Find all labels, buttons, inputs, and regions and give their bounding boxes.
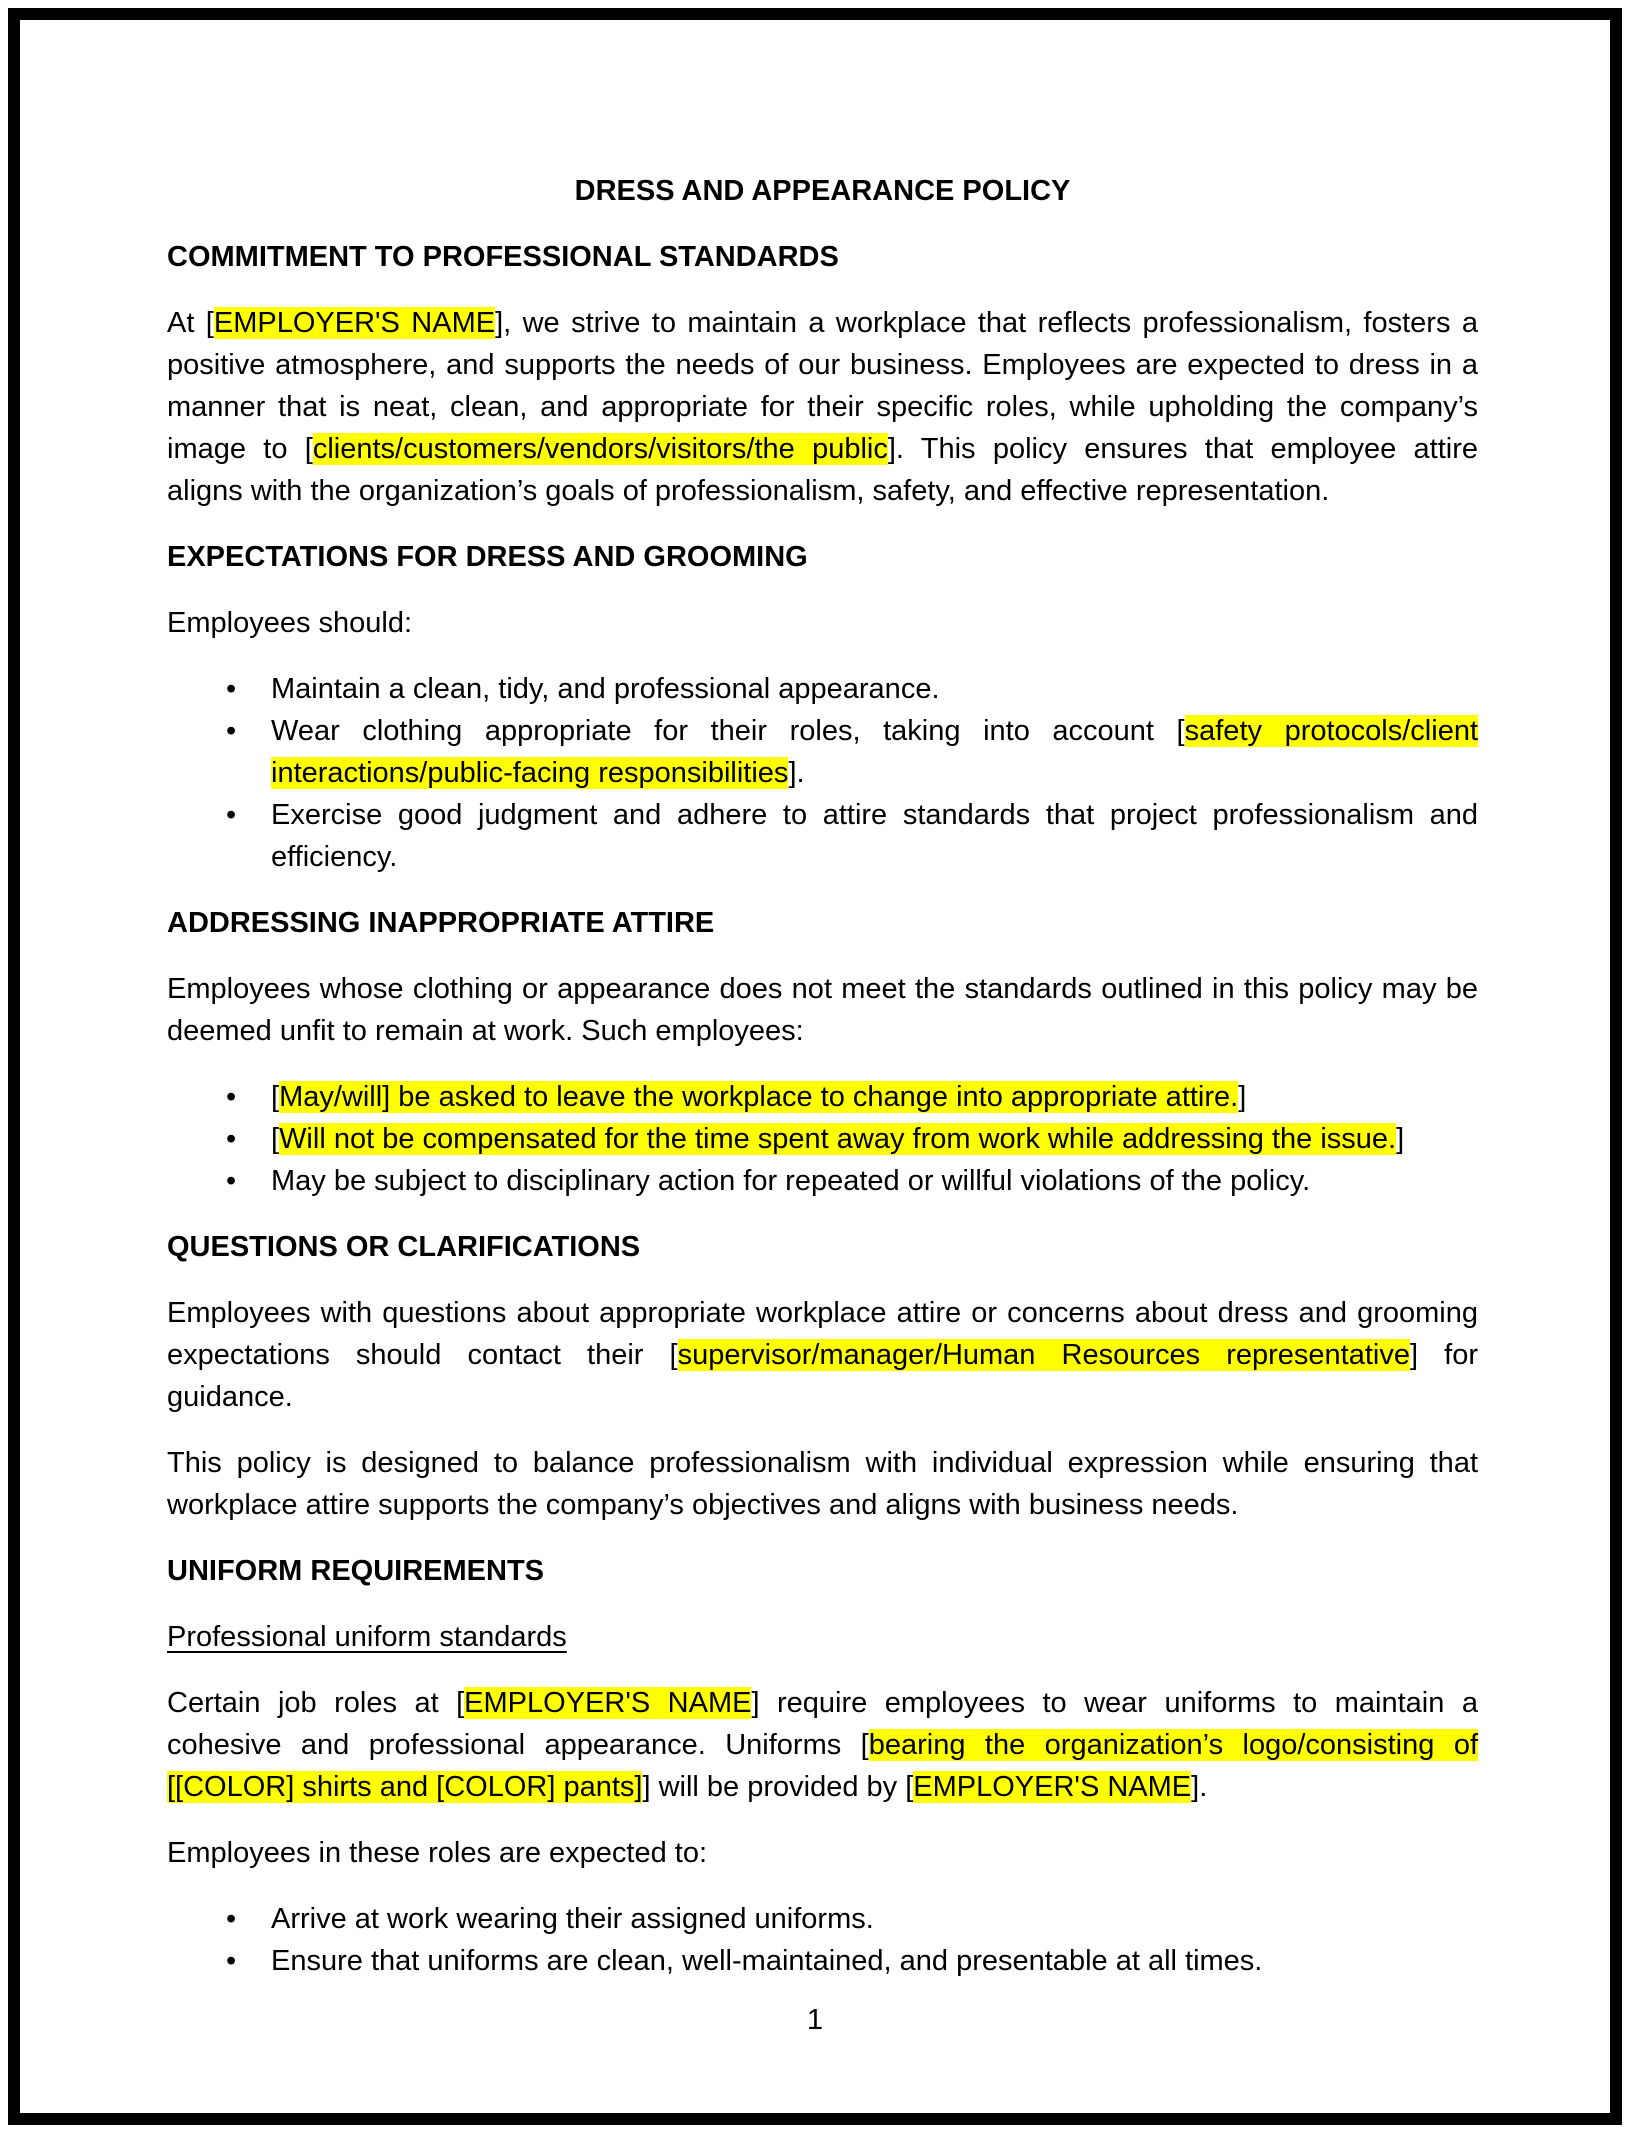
text-run: Ensure that uniforms are clean, well-maintained, and presentable at all times. [271,1945,1263,1977]
text-run: Professional uniform standards [167,1621,567,1653]
text-run: ] [1396,1123,1405,1155]
text-run: [ [271,1123,280,1155]
paragraph [167,302,1478,512]
highlighted-placeholder: EMPLOYER'S NAME [213,307,496,339]
text-run: ] for guidance. [167,1339,1478,1413]
bullet-item [167,710,1478,794]
bullet-item [167,1118,1478,1160]
highlighted-placeholder: bearing the organization’s logo/consisting of [[COLOR] shirts and [COLOR] pants] [167,1729,1478,1803]
bullet-item [167,794,1478,878]
highlighted-placeholder: Will not be compensated for the time spent away from work while addressing the issue. [279,1123,1397,1155]
bullet-item [167,1898,1478,1940]
text-run: Arrive at work wearing their assigned uniforms. [271,1903,874,1935]
paragraph [167,1682,1478,1808]
text-run: ], we strive to maintain a workplace that reflects professionalism, fosters a positive atmosphere, and supports the needs of our business. Employees are expected to dress in a manner that is neat, clean, and appropriate for their specific roles, while upholding the company’s image to [ [167,307,1478,465]
text-run: ADDRESSING INAPPROPRIATE ATTIRE [167,907,715,939]
paragraph [167,1832,1478,1874]
section-heading [167,236,1478,278]
text-run: Employees in these roles are expected to: [167,1837,708,1869]
bullet-list [167,1898,1478,1982]
bullet-item [167,1076,1478,1118]
sub-heading [167,1616,1478,1658]
text-run: Maintain a clean, tidy, and professional appearance. [271,673,940,705]
document-title: DRESS AND APPEARANCE POLICY [574,175,1071,207]
page-number: 1 [806,2004,824,2036]
text-run: ] will be provided by [ [642,1771,914,1803]
bullet-list [167,668,1478,878]
text-run: Employees with questions about appropriate workplace attire or concerns about dress and grooming expectations should contact their [ [167,1297,1478,1371]
section-heading [167,536,1478,578]
text-run: Wear clothing appropriate for their roles, taking into account [ [271,715,1185,747]
highlighted-placeholder: clients/customers/vendors/visitors/the public [312,433,888,465]
document-content [167,170,1478,2006]
bullet-item [167,1160,1478,1202]
text-run: ] require employees to wear uniforms to maintain a cohesive and professional appearance. Uniforms [ [167,1687,1478,1761]
text-run: May be subject to disciplinary action for repeated or willful violations of the policy. [271,1165,1311,1197]
section-heading [167,1226,1478,1268]
highlighted-placeholder: supervisor/manager/Human Resources representative [677,1339,1410,1371]
bullet-item [167,1940,1478,1982]
text-run: Employees should: [167,607,413,639]
text-run: ]. [788,757,805,789]
section-heading [167,1550,1478,1592]
bullet-item [167,668,1478,710]
text-run: Exercise good judgment and adhere to attire standards that project professionalism and efficiency. [271,799,1478,873]
text-run: Certain job roles at [ [167,1687,465,1719]
bullet-list [167,1076,1478,1202]
text-run: COMMITMENT TO PROFESSIONAL STANDARDS [167,241,839,273]
text-run: ] [1238,1081,1247,1113]
text-run: ]. This policy ensures that employee attire aligns with the organization’s goals of professionalism, safety, and effective representation. [167,433,1478,507]
highlighted-placeholder: May/will] be asked to leave the workplace to change into appropriate attire. [279,1081,1239,1113]
text-run: At [ [167,307,214,339]
paragraph [167,1292,1478,1418]
text-run: EXPECTATIONS FOR DRESS AND GROOMING [167,541,808,573]
paragraph [167,968,1478,1052]
highlighted-placeholder: EMPLOYER'S NAME [913,1771,1192,1803]
text-run: UNIFORM REQUIREMENTS [167,1555,544,1587]
highlighted-placeholder: EMPLOYER'S NAME [464,1687,752,1719]
paragraph [167,602,1478,644]
paragraph [167,1442,1478,1526]
text-run: Employees whose clothing or appearance does not meet the standards outlined in this policy may be deemed unfit to remain at work. Such employees: [167,973,1478,1047]
text-run: This policy is designed to balance professionalism with individual expression while ensuring that workplace attire supports the company’s objectives and aligns with business needs. [167,1447,1478,1521]
text-run: ]. [1191,1771,1208,1803]
section-heading [167,902,1478,944]
highlighted-placeholder: safety protocols/client interactions/public-facing responsibilities [271,715,1479,789]
text-run: [ [271,1081,280,1113]
document-body [167,236,1478,1982]
text-run: QUESTIONS OR CLARIFICATIONS [167,1231,641,1263]
